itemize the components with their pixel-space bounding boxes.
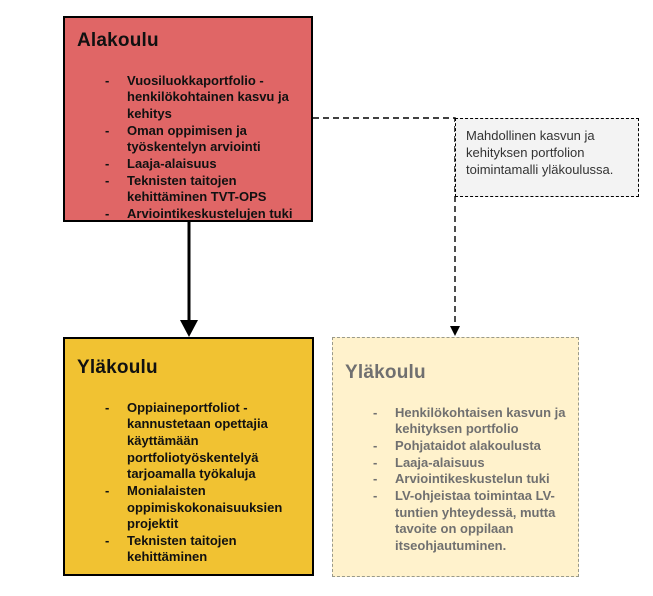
bullet-dash-marker: -: [373, 438, 378, 454]
note-box: [455, 118, 639, 197]
bullet-text: Teknisten taitojen kehittäminen: [127, 532, 237, 565]
alakoulu-bullet-list: [65, 73, 311, 223]
alakoulu-title: Alakoulu: [77, 30, 159, 51]
bullet-item: [105, 156, 305, 173]
solid-arrow-head-icon: [180, 320, 198, 337]
bullet-item: [105, 483, 306, 533]
bullet-text: Oppiaineportfoliot - kannustetaan opettajia käyttämään portfoliotyöskentelyä tarjoamalla työkaluja: [127, 399, 268, 482]
note-text: Mahdollinen kasvun ja kehityksen portfolion toimintamalli yläkoulussa.: [466, 128, 614, 177]
bullet-dash-marker: -: [105, 205, 110, 221]
bullet-item: [373, 405, 572, 438]
bullet-item: [105, 206, 305, 223]
bullet-dash-marker: -: [105, 122, 110, 138]
ylakoulu-future-title: Yläkoulu: [345, 362, 426, 383]
ylakoulu-future-bullet-list: [333, 405, 578, 555]
bullet-item: [105, 400, 306, 483]
dashed-connector-line: [313, 118, 455, 327]
bullet-text: Monialaisten oppimiskokonaisuuksien projektit: [127, 482, 283, 532]
bullet-item: [373, 438, 572, 455]
bullet-item: [105, 173, 305, 206]
ylakoulu-box: [63, 337, 314, 576]
bullet-item: [105, 123, 305, 156]
bullet-item: [373, 455, 572, 472]
bullet-dash-marker: -: [105, 482, 110, 498]
bullet-dash-marker: -: [105, 155, 110, 171]
bullet-item: [105, 533, 306, 566]
bullet-dash-marker: -: [373, 487, 378, 503]
bullet-dash-marker: -: [373, 471, 378, 487]
bullet-text: Vuosiluokkaportfolio - henkilökohtainen kasvu ja kehitys: [127, 72, 289, 122]
bullet-item: [105, 73, 305, 123]
bullet-text: Arviointikeskustelun tuki: [395, 471, 550, 487]
bullet-text: Oman oppimisen ja työskentelyn arviointi: [127, 122, 261, 155]
bullet-text: Arviointikeskustelujen tuki: [127, 205, 293, 221]
bullet-item: [373, 471, 572, 488]
bullet-dash-marker: -: [105, 72, 110, 88]
bullet-text: Henkilökohtaisen kasvun ja kehityksen portfolio: [395, 404, 566, 437]
bullet-dash-marker: -: [373, 404, 378, 420]
bullet-text: Teknisten taitojen kehittäminen TVT-OPS: [127, 172, 267, 205]
bullet-dash-marker: -: [105, 172, 110, 188]
bullet-dash-marker: -: [105, 532, 110, 548]
bullet-text: Laaja-alaisuus: [395, 454, 485, 470]
bullet-text: Pohjataidot alakoulusta: [395, 438, 541, 454]
ylakoulu-title: Yläkoulu: [77, 357, 158, 378]
dashed-arrow-head-icon: [450, 326, 460, 336]
ylakoulu-future-box: [332, 337, 579, 577]
bullet-item: [373, 488, 572, 555]
bullet-dash-marker: -: [105, 399, 110, 415]
alakoulu-box: [63, 16, 313, 222]
ylakoulu-bullet-list: [65, 400, 312, 566]
bullet-text: LV-ohjeistaa toimintaa LV-tuntien yhteydessä, mutta tavoite on oppilaan itseohjautuminen.: [395, 487, 556, 553]
bullet-dash-marker: -: [373, 454, 378, 470]
bullet-text: Laaja-alaisuus: [127, 155, 217, 171]
